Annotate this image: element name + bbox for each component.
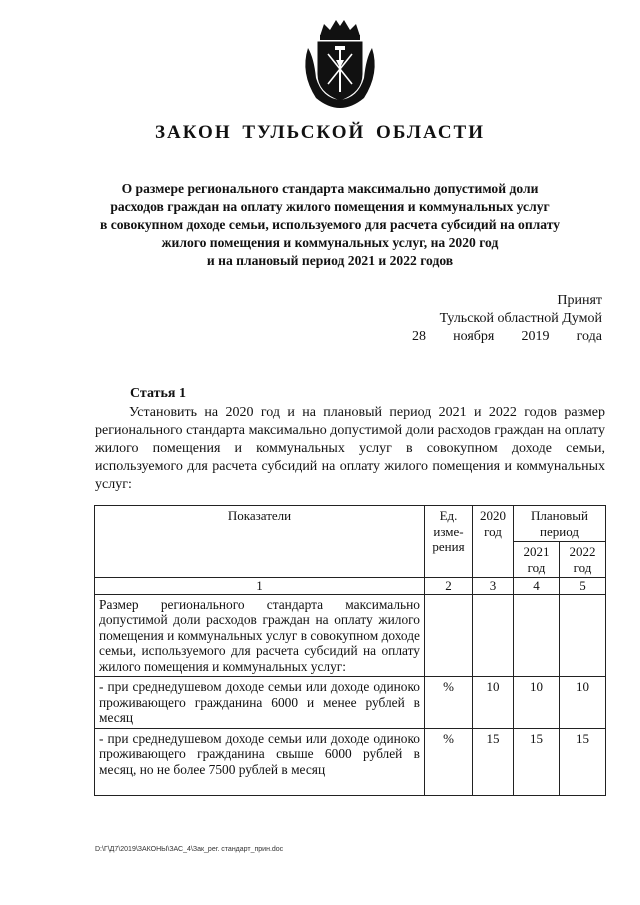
subtitle-line: и на плановый период 2021 и 2022 годов: [206, 253, 454, 268]
subtitle-line: жилого помещения и коммунальных услуг, на 2020 год: [161, 235, 499, 250]
adopted-by: Тульской областной Думой: [439, 311, 602, 326]
row-label: - при среднедушевом доходе семьи или доходе одиноко проживающего гражданина 6000 и менее рублей в месяц: [95, 677, 425, 729]
row-value-2022: 15: [560, 728, 606, 796]
table-column-numbers-row: [95, 578, 606, 595]
row-unit: [425, 594, 473, 677]
row-value-2020: 15: [473, 728, 514, 796]
column-number: 1: [95, 578, 425, 595]
standards-table: [94, 505, 606, 796]
subtitle-line: в совокупном доходе семьи, используемого для расчета субсидий на оплату: [99, 217, 561, 232]
header-indicators: Показатели: [95, 506, 425, 578]
file-path-footer: D:\Г\Д7\2019\ЗАКОНЫ\ЗАС_4\Зак_рег. стандарт_прин.doc: [95, 846, 284, 853]
header-unit: Ед. изме-рения: [425, 506, 473, 578]
column-number: 2: [425, 578, 473, 595]
header-planned-period: Плановый период: [514, 506, 606, 542]
row-value-2022: 10: [560, 677, 606, 729]
header-2022: 2022 год: [560, 542, 606, 578]
adoption-date: [412, 328, 602, 346]
column-number: 3: [473, 578, 514, 595]
row-value-2021: [514, 594, 560, 677]
row-label: - при среднедушевом доходе семьи или доходе одиноко проживающего гражданина свыше 6000 рублей в месяц, но не более 7500 рублей в месяц: [95, 728, 425, 796]
row-value-2020: 10: [473, 677, 514, 729]
row-value-2020: [473, 594, 514, 677]
column-number: 5: [560, 578, 606, 595]
adoption-year-word: года: [576, 329, 602, 344]
adoption-block: [412, 292, 602, 346]
table-header-row: [95, 506, 606, 542]
subtitle-line: О размере регионального стандарта максимально допустимой доли: [121, 181, 539, 196]
header-2020: 2020 год: [473, 506, 514, 578]
column-number: 4: [514, 578, 560, 595]
row-unit: %: [425, 677, 473, 729]
table-row: [95, 594, 606, 677]
adoption-month: ноября: [453, 329, 495, 344]
law-subtitle: [80, 180, 580, 270]
table-row: [95, 677, 606, 729]
row-label: Размер регионального стандарта максимально допустимой доли расходов граждан на оплату жилого помещения и коммунальных услуг в совокупном доходе семьи, используемого для расчета субсидий на оплату жилого помещения и коммунальных услуг:: [95, 594, 425, 677]
law-title: ЗАКОН ТУЛЬСКОЙ ОБЛАСТИ: [154, 122, 486, 143]
subtitle-line: расходов граждан на оплату жилого помещения и коммунальных услуг: [110, 199, 550, 214]
row-value-2021: 15: [514, 728, 560, 796]
header-2021: 2021 год: [514, 542, 560, 578]
row-value-2021: 10: [514, 677, 560, 729]
adoption-year: 2019: [521, 329, 550, 344]
adoption-day: 28: [412, 329, 426, 344]
table-row: [95, 728, 606, 796]
article-heading: Статья 1: [130, 386, 186, 401]
article-text: Установить на 2020 год и на плановый период 2021 и 2022 годов размер регионального стандарта максимально допустимой доли расходов граждан на оплату жилого помещения и коммунальных услуг в совокупном доходе семьи, используемого для расчета субсидий на оплату жилого помещения и коммунальных услуг:: [95, 405, 605, 492]
row-unit: %: [425, 728, 473, 796]
adopted-label: Принят: [557, 293, 602, 308]
row-value-2022: [560, 594, 606, 677]
tula-coat-of-arms-icon: [298, 18, 382, 110]
